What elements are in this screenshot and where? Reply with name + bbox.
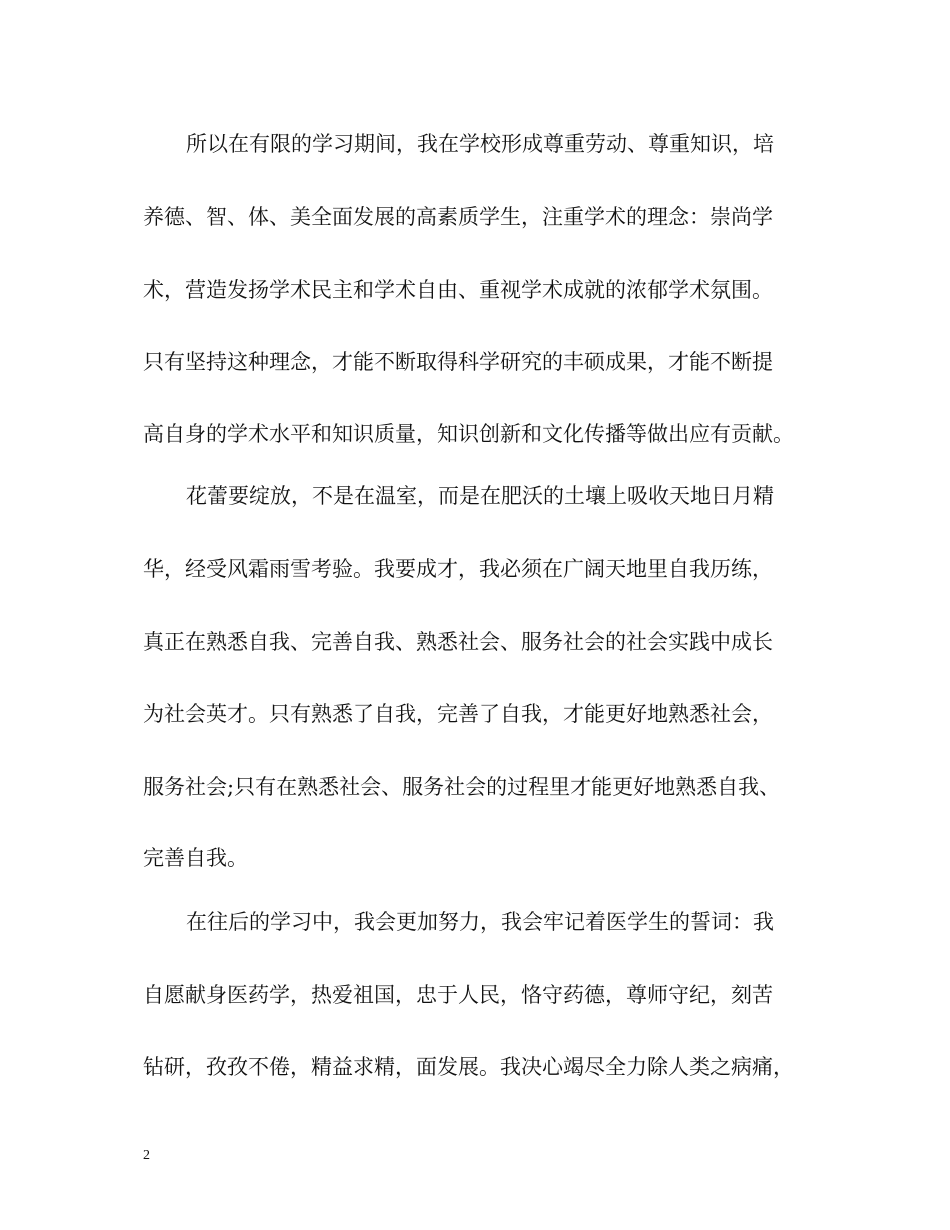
- paragraph-1-line-4: 只有坚持这种理念，才能不断取得科学研究的丰硕成果，才能不断提: [143, 350, 773, 374]
- paragraph-2-line-5: 服务社会;只有在熟悉社会、服务社会的过程里才能更好地熟悉自我、: [143, 775, 781, 799]
- paragraph-1-line-3: 术，营造发扬学术民主和学术自由、重视学术成就的浓郁学术氛围。: [143, 278, 773, 302]
- paragraph-2-line-3: 真正在熟悉自我、完善自我、熟悉社会、服务社会的社会实践中成长: [143, 630, 773, 654]
- paragraph-1-line-2: 养德、智、体、美全面发展的高素质学生，注重学术的理念：崇尚学: [143, 205, 773, 229]
- paragraph-1-line-5: 高自身的学术水平和知识质量，知识创新和文化传播等做出应有贡献。: [143, 422, 794, 446]
- paragraph-3-line-3: 钻研，孜孜不倦，精益求精，面发展。我决心竭尽全力除人类之病痛，: [143, 1055, 794, 1079]
- paragraph-2-line-1: 花蕾要绽放，不是在温室，而是在肥沃的土壤上吸收天地日月精: [186, 484, 774, 508]
- paragraph-2-line-4: 为社会英才。只有熟悉了自我，完善了自我，才能更好地熟悉社会，: [143, 702, 773, 726]
- paragraph-3-line-2: 自愿献身医药学，热爱祖国，忠于人民，恪守药德，尊师守纪，刻苦: [143, 983, 773, 1007]
- paragraph-3-line-1: 在往后的学习中，我会更加努力，我会牢记着医学生的誓词：我: [186, 910, 774, 934]
- page-number: 2: [143, 1148, 150, 1163]
- paragraph-2-line-6: 完善自我。: [143, 846, 248, 870]
- paragraph-1-line-1: 所以在有限的学习期间，我在学校形成尊重劳动、尊重知识，培: [186, 132, 774, 156]
- paragraph-2-line-2: 华，经受风霜雨雪考验。我要成才，我必须在广阔天地里自我历练，: [143, 557, 773, 581]
